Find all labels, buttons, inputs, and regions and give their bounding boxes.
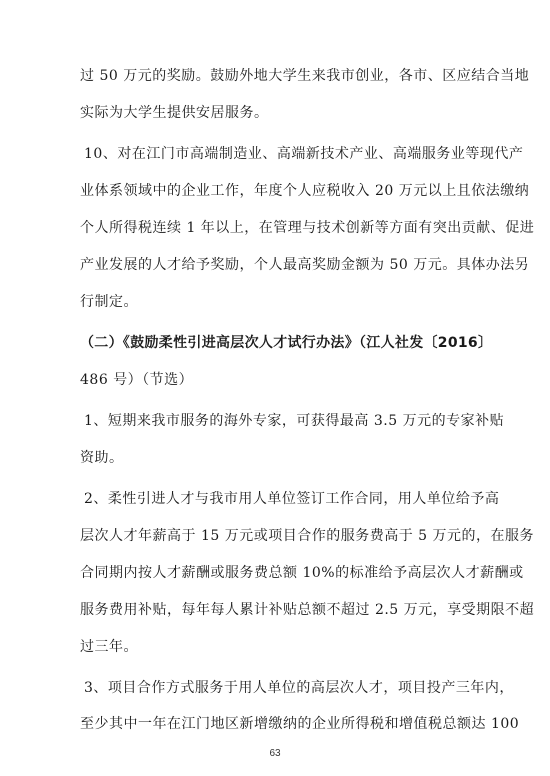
item-3-line: 3、项目合作方式服务于用人单位的高层次人才，项目投产三年内，: [84, 680, 514, 696]
body-line: 业体系领域中的企业工作，年度个人应税收入 20 万元以上且依法缴纳: [80, 183, 530, 199]
body-line: 资助。: [80, 450, 124, 466]
clause-10-line: 10、对在江门市高端制造业、高端新技术产业、高端服务业等现代产: [84, 146, 524, 162]
body-line: 服务费用补贴，每年每人累计补贴总额不超过 2.5 万元，享受期限不超: [80, 602, 535, 618]
body-line: 实际为大学生提供安居服务。: [80, 105, 269, 121]
body-line: 层次人才年薪高于 15 万元或项目合作的服务费高于 5 万元的，在服务: [80, 528, 535, 544]
item-2-line: 2、柔性引进人才与我市用人单位签订工作合同，用人单位给予高: [84, 491, 500, 507]
body-line: 至少其中一年在江门地区新增缴纳的企业所得税和增值税总额达 100: [80, 716, 520, 732]
body-line: 过三年。: [80, 639, 138, 655]
item-1-line: 1、短期来我市服务的海外专家，可获得最高 3.5 万元的专家补贴: [84, 413, 505, 429]
body-line: 个人所得税连续 1 年以上，在管理与技术创新等方面有突出贡献、促进: [80, 220, 535, 236]
body-line: 产业发展的人才给予奖励，个人最高奖励金额为 50 万元。具体办法另: [80, 257, 530, 273]
section-heading-continued: 486 号）（节选）: [80, 372, 194, 388]
body-line: 合同期内按人才薪酬或服务费总额 10%的标准给予高层次人才薪酬或: [80, 565, 524, 581]
body-line: 行制定。: [80, 294, 138, 310]
page-number: 63: [269, 748, 281, 759]
body-line: 过 50 万元的奖励。鼓励外地大学生来我市创业，各市、区应结合当地: [80, 68, 530, 84]
section-heading: （二）《鼓励柔性引进高层次人才试行办法》（江人社发〔2016〕: [80, 335, 493, 351]
